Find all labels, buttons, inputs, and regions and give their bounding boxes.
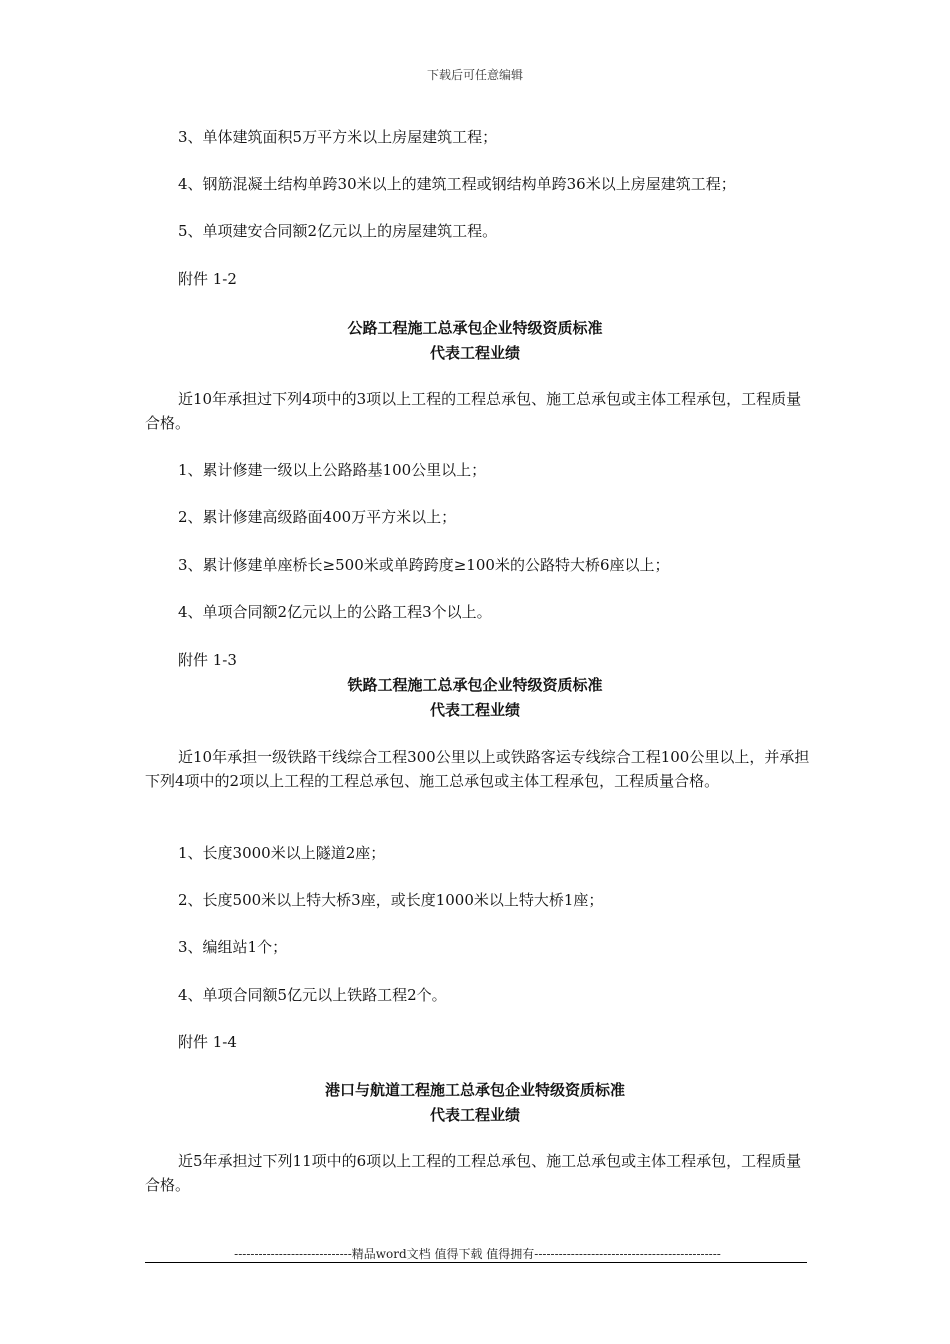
list-item: 3、单体建筑面积5万平方米以上房屋建筑工程； [178, 128, 498, 146]
intro-paragraph: 近10年承担过下列4项中的3项以上工程的工程总承包、施工总承包或主体工程承包，工程质量合格。 [145, 390, 802, 432]
section-subtitle: 代表工程业绩 [429, 1106, 520, 1124]
section-subtitle: 代表工程业绩 [429, 701, 520, 719]
list-item: 2、长度500米以上特大桥3座，或长度1000米以上特大桥1座； [178, 891, 604, 909]
intro-paragraph: 近5年承担过下列11项中的6项以上工程的工程总承包、施工总承包或主体工程承包，工程质量合格。 [145, 1152, 802, 1194]
list-item: 3、累计修建单座桥长≥500米或单跨跨度≥100米的公路特大桥6座以上； [178, 556, 670, 574]
list-item: 5、单项建安合同额2亿元以上的房屋建筑工程。 [178, 222, 498, 240]
page-footer: -----------------------------精品word文档 值得下载 值得拥有---------------------------------------------- [234, 1247, 721, 1261]
list-item: 4、钢筋混凝土结构单跨30米以上的建筑工程或钢结构单跨36米以上房屋建筑工程； [178, 175, 736, 193]
section-title: 公路工程施工总承包企业特级资质标准 [347, 319, 603, 337]
attachment-label: 附件 1-4 [178, 1033, 237, 1051]
list-item: 4、单项合同额5亿元以上铁路工程2个。 [178, 986, 447, 1004]
list-item: 4、单项合同额2亿元以上的公路工程3个以上。 [178, 603, 492, 621]
intro-paragraph: 近10年承担一级铁路干线综合工程300公里以上或铁路客运专线综合工程100公里以上，并承担下列4项中的2项以上工程的工程总承包、施工总承包或主体工程承包，工程质量合格。 [145, 748, 810, 790]
attachment-label: 附件 1-3 [178, 651, 237, 669]
section-title: 港口与航道工程施工总承包企业特级资质标准 [324, 1081, 625, 1099]
section-title: 铁路工程施工总承包企业特级资质标准 [347, 676, 603, 694]
page-header: 下载后可任意编辑 [426, 68, 523, 82]
list-item: 1、长度3000米以上隧道2座； [178, 844, 386, 862]
footer-divider [145, 1262, 807, 1263]
list-item: 2、累计修建高级路面400万平方米以上； [178, 508, 457, 526]
section-subtitle: 代表工程业绩 [429, 344, 520, 362]
list-item: 1、累计修建一级以上公路路基100公里以上； [178, 461, 487, 479]
list-item: 3、编组站1个； [178, 938, 288, 956]
attachment-label: 附件 1-2 [178, 270, 237, 288]
